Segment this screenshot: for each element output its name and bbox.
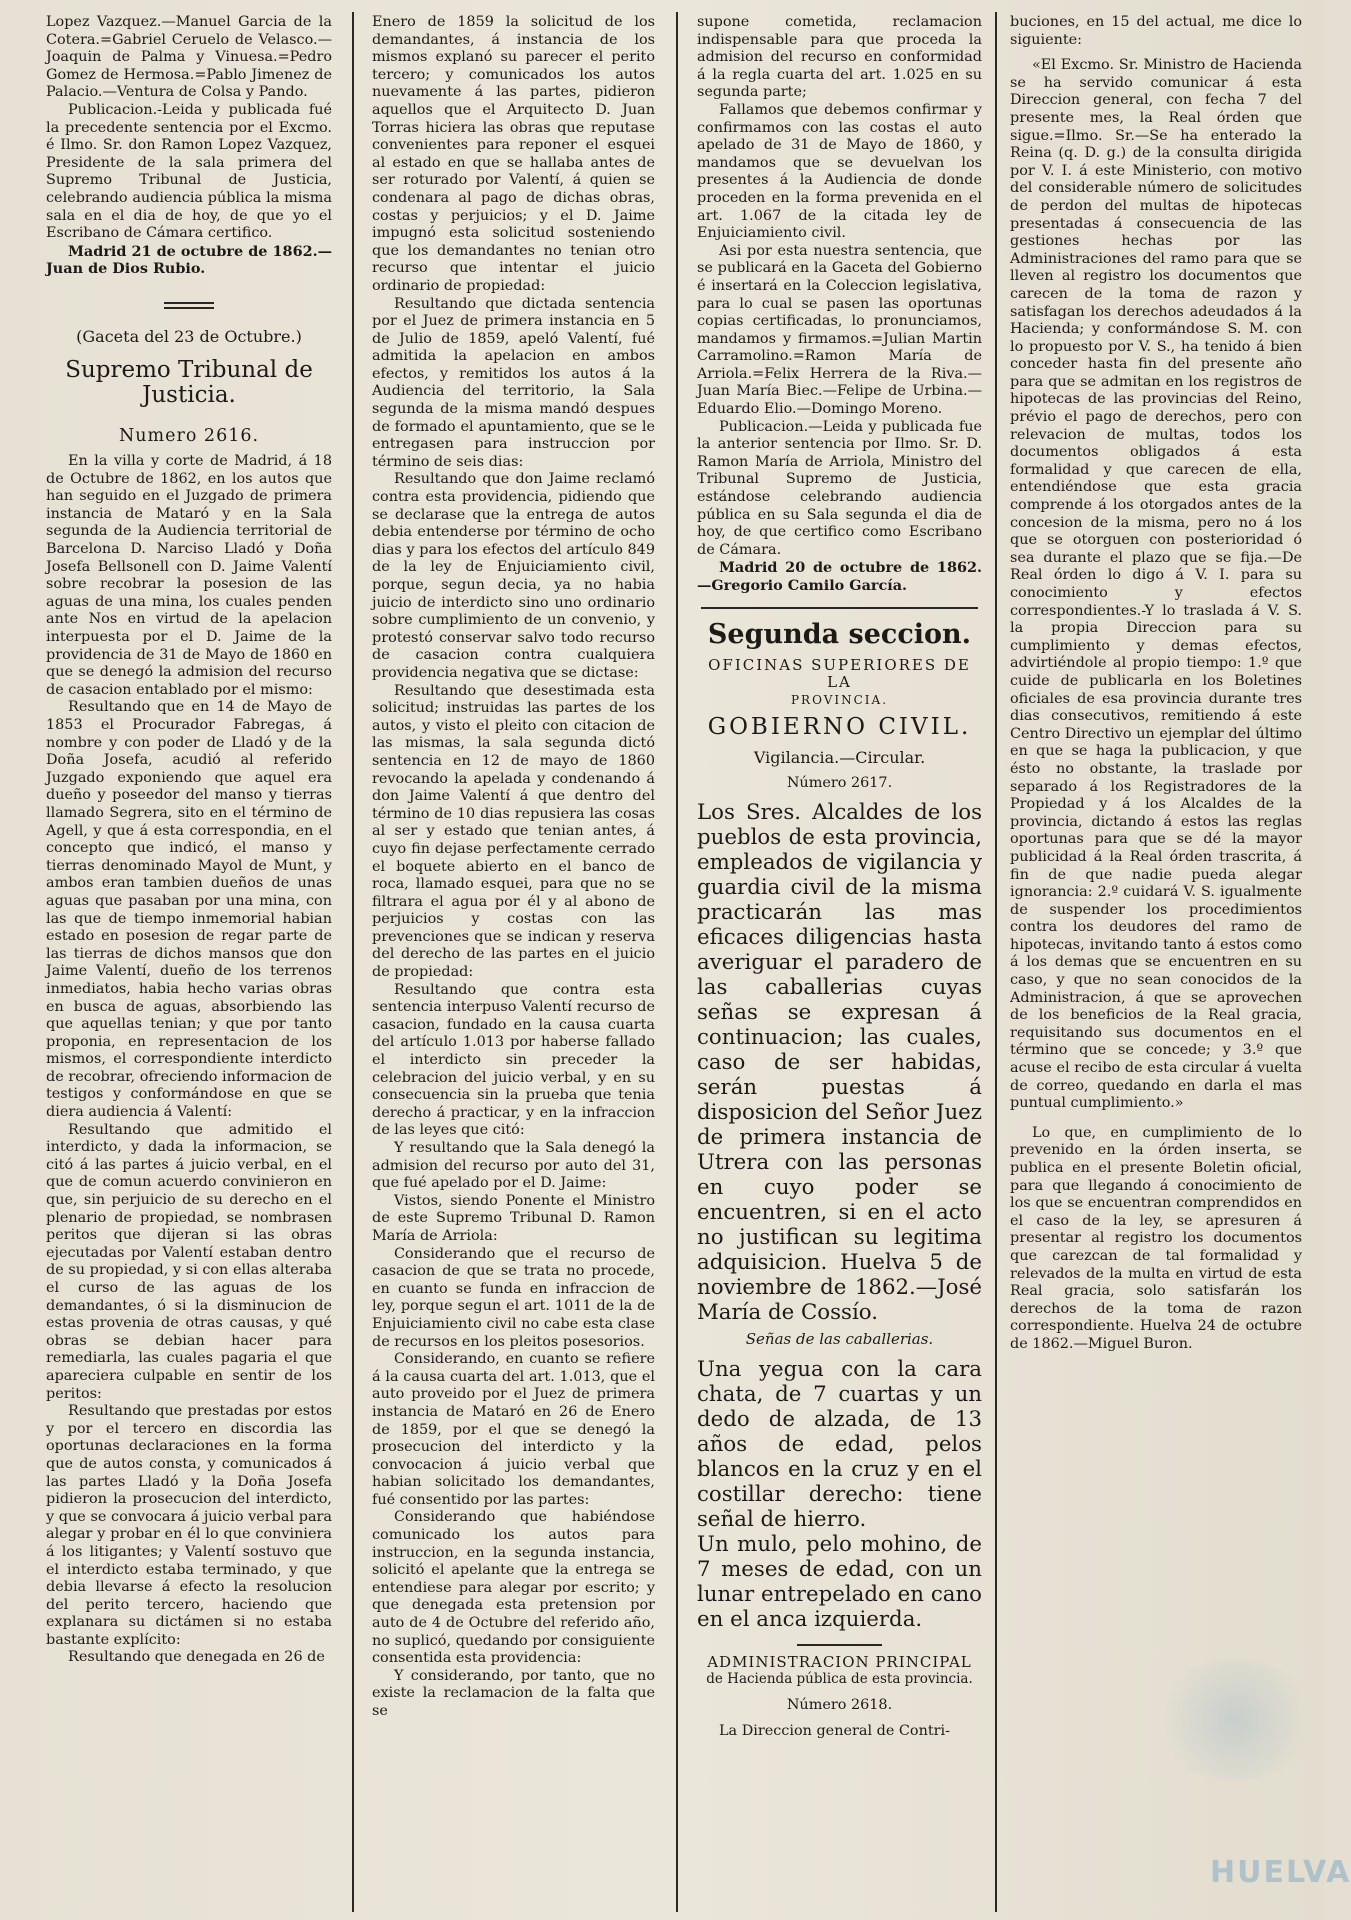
paragraph: buciones, en 15 del actual, me dice lo siguiente: [1010, 14, 1302, 48]
circular-paragraph: Los Sres. Alcaldes de los pueblos de esta provincia, empleados de vigilancia y guardia civil de la misma practicarán las mas eficaces diligencias hasta averiguar el paradero de las caballerias cuyas señas se expresan á continuacion; las cuales, caso de ser habidas, serán puestas á disposicion del Señor Juez de primera instancia de Utrera con las personas en cuyo poder se encuentren, si en el acto no justifican su legitima adquisicion. Huelva 5 de noviembre de 1862.—José María de Cossío. [697, 800, 982, 1326]
paragraph: Considerando que habiéndose comunicado los autos para instruccion, en la segunda instancia, solicitó el apelante que la entrega se entendiese para alegar por escrito; y que denegada esta pretension por auto de 4 de Octubre del referido año, no suplicó, quedando por consiguiente consentida esta providencia: [372, 1509, 655, 1667]
divider [797, 1644, 882, 1646]
paragraph: La Direccion general de Contri- [719, 1722, 950, 1739]
circular-text [697, 800, 982, 1325]
separator [46, 296, 332, 314]
date-signature: Madrid 20 de octubre de 1862.—Gregorio Camilo García. [697, 559, 982, 594]
paragraph: Resultando que desestimada esta solicitud; instruidas las partes de los autos, y visto el pleito con citacion de las mismas, la sala segunda dictó sentencia en 12 de mayo de 1860 revocando la apelada y condenando á don Jaime Valentí á que dentro del término de 10 dias repusiera las cosas al ser y estado que tenian antes, á cuyo fin dejase perfectamente cerrado el boquete abierto en el banco de roca, llamado esquei, para que no se filtrara el agua por él y al abono de perjuicios y costas con las prevenciones que se indican y reserva del derecho de las partes en el juicio de propiedad: [372, 682, 655, 981]
vigilancia-subheading: Vigilancia.—Circular. [753, 747, 926, 767]
description-block [697, 1357, 982, 1632]
paragraph: Considerando, en cuanto se refiere á la causa cuarta del art. 1.013, que el auto proveido por el Juez de primera instancia de Mataró en 26 de Enero de 1859, por el que se denegó la prosecucion del interdicto y la convocacion á juicio verbal que habian solicitado los demandantes, fué consentido por las partes: [372, 1351, 655, 1508]
paragraph: Resultando que en 14 de Mayo de 1853 el Procurador Fabregas, á nombre y con poder de Lladó y de la Doña Josefa, acudió al referido Juzgado exponiendo que aquel era dueño y poseedor del manso y tierras llamado Segrera, sito en el término de Agell, y que á esta correspondia, en el concepto que indicó, el manso y tierras denominado Mayol de Munt, y ambos eran tambien dueños de unas aguas que pasaban por una mina, con las que de tiempo inmemorial habian estado en posesion de regar parte de las tierras de dichos mansos que don Jaime Valentí, dueño de los terrenos inmediatos, habia hecho varias obras en busca de aguas, absorbiendo las que aquellas tenian; y que por tanto proponia, en representacion de los mismos, el correspondiente interdicto de recobrar, ofreciendo informacion de testigos y conformándose en que se diera audiencia á Valentí: [46, 699, 332, 1121]
paragraph: Considerando que el recurso de casacion de que se trata no procede, en cuanto se funda en infraccion de ley, porque segun el art. 1011 de la de Enjuiciamiento civil no cabe esta clase de recursos en los pleitos posesorios. [372, 1245, 655, 1350]
provincia-heading: PROVINCIA. [790, 692, 889, 707]
paragraph: Fallamos que debemos confirmar y confirmamos con las costas el auto apelado de 31 de Mayo de 1860, y mandamos que se devuelvan los presentes á la Audiencia de donde proceden en la forma prevenida en el art. 1.067 de la citada ley de Enjuiciamiento civil. [697, 101, 982, 242]
column-rule [352, 12, 354, 1912]
paragraph: Resultando que prestadas por estos y por el tercero en discordia las oportunas declaraciones en la forma que de autos consta, y comunicados á las partes Lladó y la Doña Josefa pidieron la prosecucion del interdicto, y que se convocara á juicio verbal para alegar y probar en él lo que conviniera á los litigantes; y Valentí sostuvo que el interdicto estaba terminado, y que debia llevarse á efecto la resolucion del perito tercero, haciendo que explanara su dictámen si no estaba bastante explícito: [46, 1403, 332, 1648]
paragraph: Vistos, siendo Ponente el Ministro de este Supremo Tribunal D. Ramon María de Arriola: [372, 1192, 655, 1244]
paragraph: Asi por esta nuestra sentencia, que se publicará en la Gaceta del Gobierno é insertará en la Coleccion legislativa, para lo cual se pasen las oportunas copias certificadas, lo pronunciamos, mandamos y firmamos.=Julian Martin Carramolino.=Ramon María de Arriola.=Felix Herrera de la Riva.—Juan María Biec.—Felipe de Urbina.—Eduardo Elio.—Domingo Moreno. [697, 242, 982, 418]
administracion-subheading: de Hacienda pública de esta provincia. [706, 1671, 973, 1688]
mulo-description: Un mulo, pelo mohino, de 7 meses de edad, con un lunar entrepelado en cano en el anca izquierda. [697, 1531, 982, 1632]
paragraph: Publicacion.—Leida y publicada fue la anterior sentencia por Ilmo. Sr. D. Ramon María de Arriola, Ministro del Tribunal Supremo de Justicia, estándose celebrando audiencia pública en su Sala segunda el dia de hoy, de que certifico como Escribano de Cámara. [697, 418, 982, 558]
oficinas-heading: OFICINAS SUPERIORES DE LA [708, 655, 971, 692]
paragraph: Resultando que contra esta sentencia interpuso Valentí recurso de casacion, fundado en la causa cuarta del artículo 1.013 por haberse fallado el interdicto sin preceder la celebracion del juicio verbal, y en su consecuencia sin la prueba que tenia derecho á practicar, y en la infraccion de las leyes que citó: [372, 981, 655, 1139]
document-number: Número 2618. [786, 1696, 893, 1713]
watermark: HUELVA [1210, 1855, 1351, 1890]
paragraph: Y considerando, por tanto, que no existe la reclamacion de la falta que se [372, 1667, 655, 1719]
date-signature: Madrid 21 de octubre de 1862.—Juan de Dios Rubio. [46, 242, 332, 278]
paragraph: Enero de 1859 la solicitud de los demandantes, á instancia de los mismos explanó su parecer el perito tercero; y comunicados los autos nuevamente á las partes, pidieron aquellos que el Arquitecto D. Juan Torras hiciera las obras que reputase convenientes para reponer el esquei al estado en que se hallaba antes de ser roturado por Valentí, á quien se condenara al pago de dichas obras, costas y perjuicios; y el D. Jaime impugnó esta solicitud sosteniendo que los demandantes no tenian otro recurso que intentar el juicio ordinario de propiedad: [372, 14, 655, 294]
divider [701, 607, 978, 609]
publication-paragraph: Publicacion.-Leida y publicada fué la precedente sentencia por el Excmo. é Ilmo. Sr. don Ramon Lopez Vazquez, Presidente de la sala primera del Supremo Tribunal de Justicia, celebrando audiencia pública la misma sala en el dia de hoy, de que yo el Escribano de Cámara certifico. [46, 101, 332, 242]
document-number: Numero 2616. [118, 425, 260, 446]
column-rule [676, 12, 678, 1912]
signatures-paragraph: Lopez Vazquez.—Manuel Garcia de la Cotera.=Gabriel Ceruelo de Velasco.—Joaquin de Palma y Vinuesa.=Pedro Gomez de Hermosa.=Pablo Jimenez de Palacio.—Ventura de Colsa y Pando. [46, 14, 332, 101]
column-3 [697, 14, 982, 1740]
paragraph: Resultando que denegada en 26 de [68, 1649, 325, 1666]
gobierno-civil-heading: GOBIERNO CIVIL. [707, 714, 972, 741]
document-number: Número 2617. [786, 774, 893, 791]
column-4 [1010, 14, 1302, 1354]
administracion-heading: ADMINISTRACION PRINCIPAL [707, 1652, 972, 1671]
paragraph: Resultando que dictada sentencia por el Juez de primera instancia en 5 de Julio de 1859, apeló Valentí, fué admitida la apelacion en ambos efectos, y remitidos los autos á la Audiencia del territorio, la Sala segunda de la misma mandó despues de formado el apuntamiento, que se le entregasen para instruccion por término de seis dias: [372, 295, 655, 470]
paragraph: supone cometida, reclamacion indispensable para que proceda la admision del recurso en conformidad á la regla cuarta del art. 1.025 en su segunda parte; [697, 14, 982, 101]
paragraph: En la villa y corte de Madrid, á 18 de Octubre de 1862, en los autos que han seguido en el Juzgado de primera instancia de Mataró y en la Sala segunda de la Audiencia territorial de Barcelona D. Narciso Lladó y Doña Josefa Bellsonell con D. Jaime Valentí sobre recobrar la posesion de las aguas de una mina, los cuales penden ante Nos en virtud de la apelacion interpuesta por el D. Jaime de la providencia de 31 de Mayo de 1860 en que se denegó la admision del recurso de casacion entablado por el mismo: [46, 453, 332, 698]
paragraph: Y resultando que la Sala denegó la admision del recurso por auto del 31, que fué apelado por el D. Jaime: [372, 1140, 655, 1192]
closing-paragraph: Lo que, en cumplimiento de lo prevenido en la órden inserta, se publica en el presente Boletin oficial, para que llegando á conocimiento de los que se encuentran comprendidos en el caso de la ley, se apresuren á presentar al registro los documentos que carezcan de tal formalidad y relevados de la multa en virtud de esta Real gracia, solo satisfarán los derechos de la toma de razon correspondiente. Huelva 24 de octubre de 1862.—Miguel Buron. [1010, 1124, 1302, 1352]
senas-heading: Señas de las caballerias. [745, 1330, 934, 1349]
column-2 [372, 14, 655, 1721]
real-orden-quote: «El Excmo. Sr. Ministro de Hacienda se ha servido comunicar á esta Direccion general, con fecha 7 del presente mes, la Real órden que sigue.=Ilmo. Sr.—Se ha enterado la Reina (q. D. g.) de la consulta dirigida por V. I. á este Ministerio, con motivo del considerable número de solicitudes de perdon del multas de hipotecas presentadas á consecuencia de las gestiones hechas por las Administraciones del ramo para que se lleven al registro los documentos que carecen de la toma de razon y satisfagan los derechos adeudados á la Hacienda; y conformándose S. M. con lo propuesto por V. S., ha tenido á bien conceder hasta fin del presente año para que se admitan en los registros de hipotecas de las provincias del Reino, prévio el pago de derechos, pero con relevacion de multas, todos los documentos obligados á esta formalidad y que carecen de ella, entendiéndose que esta gracia comprende á los otorgados antes de la concesion de la misma, pero no á los que se otorguen con posterioridad ó sea durante el plazo que se fija.—De Real órden lo digo á V. I. para su conocimiento y efectos correspondientes.-Y lo traslada á V. S. la propia Direccion para su cumplimiento y demas efectos, advirtiéndole al propio tiempo: 1.º que cuide de publicarla en los Boletines oficiales de esa provincia durante tres dias consecutivos, remitiendo á este Centro Directivo un ejemplar del último en que se haga la publicacion, y que ésto no obstante, la traslade por separado á los Registradores de la Propiedad y á los Alcaldes de la provincia, dictando á estos las reglas oportunas para que se dé la mayor publicidad á la Real órden trascrita, á fin de que nadie pueda alegar ignorancia: 2.º cuidará V. S. igualmente de suspender los procedimientos contra los deudores del ramo de hipotecas, invitando tanto á estos como á los demas que se encuentren en su caso, y que no sean conocidos de la Administracion, á que se aprovechen de los beneficios de la Real gracia, requisitando sus documentos en el término que se concede; y 3.º que acuse el recibo de esta circular á vuelta de correo, quedando en darla el mas puntual cumplimiento.» [1010, 57, 1302, 1112]
paragraph: Resultando que don Jaime reclamó contra esta providencia, pidiendo que se declarase que la entrega de autos debia entenderse por término de ocho dias y para los efectos del artículo 849 de la ley de Enjuiciamiento civil, porque, segun decia, ya no habia juicio de interdicto sino uno ordinario sobre cumplimiento de un convenio, y protestó conservar salvo todo recurso de casacion contra cualquiera providencia negativa que se dictase: [372, 471, 655, 681]
section-heading: Supremo Tribunal de Justicia. [65, 356, 313, 408]
yegua-description: Una yegua con la cara chata, de 7 cuartas y un dedo de alzada, de 13 años de edad, pelos blancos en la cruz y en el costillar derecho: tiene señal de hierro. [697, 1356, 982, 1532]
gaceta-reference: (Gaceta del 23 de Octubre.) [76, 326, 302, 346]
paragraph: Resultando que admitido el interdicto, y dada la informacion, se citó á las partes á juicio verbal, en el que de comun acuerdo convinieron en que, sin perjuicio de su derecho en el plenario de propiedad, se nombrasen peritos que dijeran si las obras ejecutadas por Valentí estaban dentro de su propiedad, y si con ellas alteraba el curso de las aguas de los demandantes, ó si la disminucion de estas provenia de otras causas, y qué obras se debian hacer para remediarla, las cuales pagaria el que apareciera culpable en sentir de los peritos: [46, 1121, 332, 1402]
column-1 [46, 14, 332, 1667]
library-stamp [1150, 1660, 1320, 1780]
segunda-seccion-heading: Segunda seccion. [707, 618, 972, 650]
column-rule [995, 12, 997, 1912]
